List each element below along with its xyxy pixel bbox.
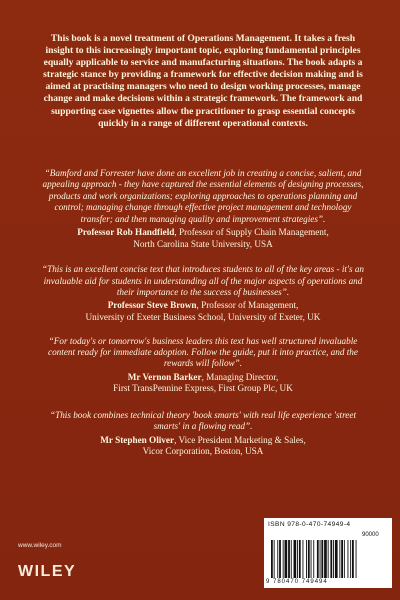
price-code: 90000 — [362, 532, 379, 538]
review-quote: “This book combines technical theory 'book smarts' with real life experience 'street smarts' in a flowing read”. — [49, 410, 357, 432]
barcode-bar — [294, 540, 297, 578]
barcode-bar — [330, 540, 332, 578]
book-description: This book is a novel treatment of Operations Management. It takes a fresh insight to this increasingly important topic, exploring fundamental principles equally applicable to service and manufacturing situations. The book adapts a strategic stance by providing a framework for effective decision making and is aimed at practising managers who need to design working processes, manage change and make decisions within a strategic framework. The framework and supporting case vignettes allow the practitioner to grasp essential concepts quickly in a range of different operational contexts. — [43, 33, 363, 129]
barcode-bar — [274, 540, 275, 578]
review-attribution — [38, 435, 368, 458]
ean-number: 9 780470 749494 — [266, 579, 328, 585]
reviewer-role: , Managing Director, — [201, 371, 279, 382]
review-2 — [38, 264, 368, 323]
review-1 — [38, 168, 368, 250]
review-attribution — [38, 372, 368, 395]
reviewer-role: , Vice President Marketing & Sales, — [174, 434, 306, 445]
barcode-bar — [308, 540, 310, 578]
barcode-bar — [328, 540, 329, 578]
barcode-graphic — [270, 540, 386, 578]
reviewer-organization: North Carolina State University, USA — [133, 238, 273, 249]
barcode-bar — [299, 540, 301, 578]
barcode-bar — [271, 540, 273, 578]
barcode-bar — [285, 540, 288, 578]
barcode-bar — [283, 540, 284, 578]
barcode-panel — [264, 518, 392, 588]
barcode-bar — [333, 540, 334, 578]
reviews-section — [38, 168, 368, 472]
reviewer-name: Mr Vernon Barker — [127, 371, 202, 382]
review-4 — [38, 410, 368, 458]
barcode-bar — [317, 540, 319, 578]
reviewer-organization: First TransPennine Express, First Group Plc, UK — [113, 383, 293, 394]
barcode-bar — [277, 540, 278, 578]
barcode-bar — [356, 540, 357, 578]
review-quote: “This is an excellent concise text that introduces students to all of the key areas - it's an invaluable aid for students in understanding all of the major aspects of operations and their importance to the success of businesses”. — [41, 264, 365, 298]
barcode-bar — [350, 540, 351, 578]
barcode-bar — [344, 540, 345, 578]
barcode-bar — [311, 540, 312, 578]
review-quote: “For today's or tomorrow's business leaders this text has well structured invaluable content ready for immediate adoption. Follow the guide, put it into practice, and the rewards will follow”. — [48, 335, 358, 369]
reviewer-organization: University of Exeter Business School, University of Exeter, UK — [85, 312, 321, 323]
reviewer-name: Professor Rob Handfield — [77, 227, 175, 238]
barcode-bar — [348, 540, 349, 578]
barcode-bar — [341, 540, 343, 578]
barcode-bar — [303, 540, 304, 578]
reviewer-role: , Professor of Management, — [196, 300, 299, 311]
isbn-number: ISBN 978-0-470-74949-4 — [268, 521, 351, 528]
barcode-bar — [320, 540, 321, 578]
barcode-bar — [335, 540, 338, 578]
barcode-bar — [339, 540, 340, 578]
barcode-bar — [288, 540, 290, 578]
review-quote: “Bamford and Forrester have done an excellent job in creating a concise, salient, and appealing approach - they have captured the essential elements of designing processes, products and work organizations; exploring approaches to operations planning and control; managing change through effective project management and technology transfer; and then managing quality and improvement strategies”. — [42, 168, 364, 224]
barcode-bar — [352, 540, 354, 578]
reviewer-role: , Professor of Supply Chain Management, — [174, 227, 329, 238]
publisher-logo: WILEY — [18, 563, 77, 580]
barcode-bar — [306, 540, 307, 578]
review-attribution — [38, 227, 368, 250]
reviewer-name: Professor Steve Brown — [107, 300, 197, 311]
review-3 — [38, 336, 368, 395]
reviewer-organization: Vicor Corporation, Boston, USA — [142, 446, 264, 457]
barcode-bar — [321, 540, 323, 578]
barcode-bar — [313, 540, 314, 578]
barcode-bar — [297, 540, 298, 578]
publisher-website: www.wiley.com — [18, 542, 62, 549]
reviewer-name: Mr Stephen Oliver — [100, 434, 175, 445]
barcode-bar — [291, 540, 292, 578]
review-attribution — [38, 300, 368, 323]
barcode-bar — [324, 540, 327, 578]
barcode-bar — [279, 540, 281, 578]
